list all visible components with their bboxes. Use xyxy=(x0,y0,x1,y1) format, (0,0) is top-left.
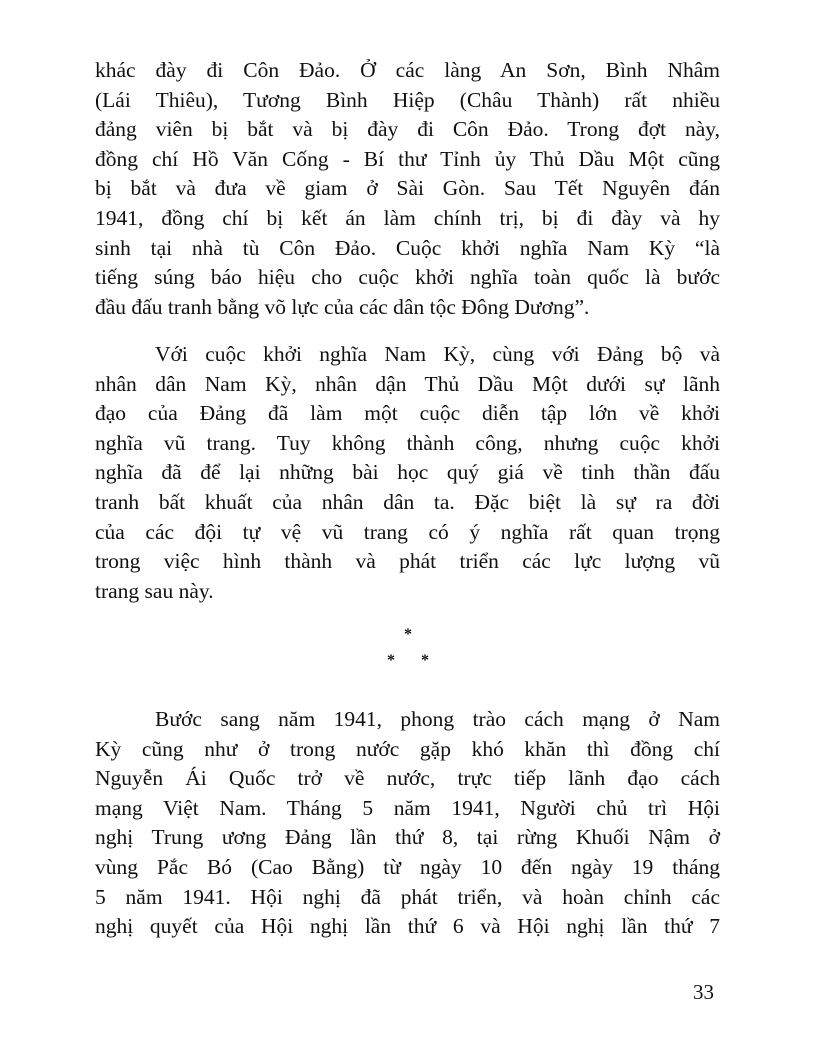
text-line: nghị Trung ương Đảng lần thứ 8, tại rừng Khuối Nậm ở xyxy=(95,825,720,850)
section-separator-star: * xyxy=(387,652,395,669)
text-line: nghĩa vũ trang. Tuy không thành công, nhưng cuộc khởi xyxy=(95,430,720,455)
text-line: đầu đấu tranh bằng võ lực của các dân tộc Đông Dương”. xyxy=(95,294,590,319)
text-line: tiếng súng báo hiệu cho cuộc khởi nghĩa toàn quốc là bước xyxy=(95,265,720,290)
text-line: bị bắt và đưa về giam ở Sài Gòn. Sau Tết Nguyên đán xyxy=(95,176,720,201)
section-separator-star: * xyxy=(404,626,412,643)
text-line: 5 năm 1941. Hội nghị đã phát triển, và hoàn chỉnh các xyxy=(95,884,720,909)
text-line: của các đội tự vệ vũ trang có ý nghĩa rất quan trọng xyxy=(95,519,720,544)
text-line: tranh bất khuất của nhân dân ta. Đặc biệt là sự ra đời xyxy=(95,489,720,514)
text-line: 1941, đồng chí bị kết án làm chính trị, bị đi đày và hy xyxy=(95,205,720,230)
text-line: nghĩa đã để lại những bài học quý giá về tinh thần đấu xyxy=(95,460,720,485)
text-line: Bước sang năm 1941, phong trào cách mạng ở Nam xyxy=(155,707,720,731)
text-line: mạng Việt Nam. Tháng 5 năm 1941, Người chủ trì Hội xyxy=(95,795,720,820)
text-line: Nguyễn Ái Quốc trở về nước, trực tiếp lãnh đạo cách xyxy=(95,766,720,791)
text-line: nghị quyết của Hội nghị lần thứ 6 và Hội nghị lần thứ 7 xyxy=(95,914,720,939)
text-line: vùng Pắc Bó (Cao Bằng) từ ngày 10 đến ngày 19 tháng xyxy=(95,854,720,879)
text-line: trong việc hình thành và phát triển các lực lượng vũ xyxy=(95,549,720,574)
text-line: đồng chí Hồ Văn Cống - Bí thư Tỉnh ủy Thủ Dầu Một cũng xyxy=(95,146,720,171)
paragraph-3 xyxy=(95,705,720,942)
section-separator-star: * xyxy=(421,652,429,669)
text-line: khác đày đi Côn Đảo. Ở các làng An Sơn, Bình Nhâm xyxy=(95,58,720,82)
text-line: đạo của Đảng đã làm một cuộc diễn tập lớn về khởi xyxy=(95,401,720,426)
page-number: 33 xyxy=(693,980,714,1004)
text-line: trang sau này. xyxy=(95,578,214,603)
text-line: nhân dân Nam Kỳ, nhân dận Thủ Dầu Một dưới sự lãnh xyxy=(95,371,720,396)
text-line: Với cuộc khởi nghĩa Nam Kỳ, cùng với Đảng bộ và xyxy=(155,342,720,366)
text-line: đảng viên bị bắt và bị đày đi Côn Đảo. Trong đợt này, xyxy=(95,117,720,142)
paragraph-2 xyxy=(95,340,720,606)
text-line: Kỳ cũng như ở trong nước gặp khó khăn thì đồng chí xyxy=(95,736,720,761)
text-line: sinh tại nhà tù Côn Đảo. Cuộc khởi nghĩa Nam Kỳ “là xyxy=(95,235,720,260)
text-line: (Lái Thiêu), Tương Bình Hiệp (Châu Thành) rất nhiều xyxy=(95,87,720,112)
paragraph-1 xyxy=(95,56,720,322)
